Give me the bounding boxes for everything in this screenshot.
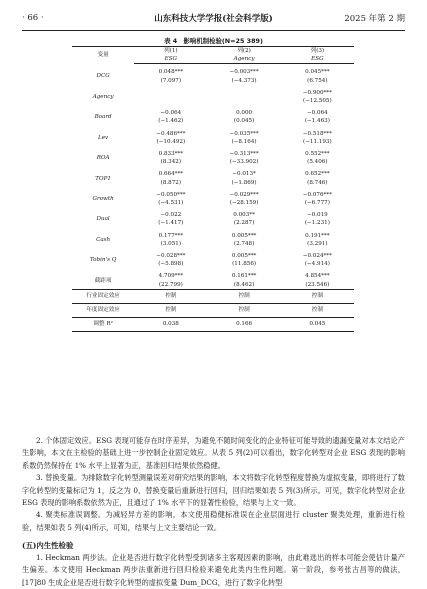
control-name: 行业固定效应 [72, 289, 134, 303]
tstat-cell: (7.097) [160, 77, 182, 84]
section-heading: (五)内生性检验 [22, 541, 74, 550]
table-row [72, 207, 354, 219]
tstat-cell: (23.546) [305, 281, 330, 288]
coef-cell: −0.518*** [302, 130, 332, 137]
tstat-cell: (8.342) [160, 159, 182, 166]
coef-cell: −0.003*** [229, 69, 259, 76]
col-num-1: 列(1) [134, 47, 207, 56]
row-variable-name: Tobin's Q [89, 257, 117, 264]
body-text-lower [22, 552, 405, 589]
control-name: 调整 R² [72, 317, 134, 331]
coef-cell [207, 85, 280, 97]
journal-title: 山东科技大学学报(社会科学版) [154, 14, 273, 24]
coef-cell: 0.005*** [231, 253, 257, 260]
tstat-cell: (−1.463) [304, 118, 330, 125]
tstat-cell: (−11.193) [303, 138, 332, 145]
coef-cell: −0.076*** [302, 191, 332, 198]
coef-cell: 0.045*** [305, 69, 330, 76]
table-row [72, 268, 354, 280]
coef-cell: 0.005*** [231, 232, 257, 239]
control-value: 0.045 [281, 317, 354, 331]
table-row [72, 126, 354, 138]
tstat-cell: (−5.898) [158, 261, 184, 268]
coef-cell: 0.177*** [158, 232, 184, 239]
tstat-cell: (−4.531) [158, 200, 184, 207]
body-text-upper [22, 435, 405, 534]
mechanism-table [72, 46, 354, 332]
table-row [72, 187, 354, 199]
tstat-cell: (5.406) [307, 159, 328, 166]
col-dep-1: ESG [134, 55, 207, 64]
coef-cell: −0.050*** [156, 191, 186, 198]
coef-cell: −0.022 [160, 212, 182, 219]
coef-cell: 0.161*** [231, 273, 257, 280]
coef-cell: 4.709*** [158, 273, 184, 280]
table-title: 表 4 影响机制检验(N=25 389) [164, 37, 263, 45]
control-row [72, 317, 354, 331]
coef-cell: −0.029*** [229, 191, 259, 198]
tstat-cell: (−33.902) [229, 159, 259, 166]
tstat-cell: (6.754) [307, 77, 328, 84]
paragraph: 1. Heckman 两步法。企业是否进行数字化转型受到诸多主客观因素的影响，由此难选出的样本可能会使估计量产生偏差。本文使用 Heckman 两步法重新进行回归检验来避免此类内生性问题。第一阶段，参考张古昌等的做法，[17]80 生成企业是否进行数字化转型的虚拟变量 Dum_DCG，进行了数字化转型 [22, 553, 405, 587]
tstat-cell: (8.462) [233, 281, 255, 288]
tstat-cell [207, 97, 280, 105]
table-row [72, 146, 354, 158]
coef-cell: −0.900*** [302, 89, 332, 96]
coef-cell: 0.000 [236, 110, 253, 117]
control-value: 0.166 [207, 317, 280, 331]
table-row [72, 85, 354, 97]
row-variable-name: 截距项 [94, 277, 112, 284]
control-value: 控制 [281, 289, 354, 303]
coef-cell: −0.313*** [229, 151, 259, 158]
tstat-cell: (−10.492) [156, 138, 186, 145]
table-row [72, 248, 354, 260]
row-variable-name: TOP1 [95, 175, 111, 182]
col-num-3: 列(3) [281, 47, 354, 56]
coef-cell: −0.013* [232, 171, 256, 178]
coef-cell: −0.019 [307, 212, 328, 219]
tstat-cell [134, 97, 207, 105]
table-row [72, 64, 354, 77]
coef-cell: 0.048*** [158, 69, 184, 76]
control-value: 0.038 [134, 317, 207, 331]
row-variable-name: Agency [92, 93, 114, 100]
row-variable-name: Growth [92, 195, 114, 202]
coef-cell: 0.664*** [158, 171, 184, 178]
col-dep-3: ESG [281, 55, 354, 64]
tstat-cell: (−1.462) [158, 118, 184, 125]
row-variable-name: Cash [96, 236, 111, 243]
tstat-cell: (2.748) [233, 240, 255, 247]
tstat-cell: (−1.231) [304, 220, 330, 227]
var-header: 变量 [72, 47, 134, 64]
coef-cell: 0.003** [233, 212, 255, 219]
control-row [72, 303, 354, 317]
tstat-cell: (22.799) [158, 281, 183, 288]
table-row [72, 105, 354, 117]
page-header [22, 10, 405, 31]
tstat-cell: (3.051) [160, 240, 182, 247]
control-row [72, 289, 354, 303]
paragraph: 2. 个体固定效应。ESG 表现可能存在时序差异，为避免不随时间变化的企业特征可能导致的遗漏变量对本文结论产生影响，本文在主检验的基础上进一步控制企业固定效应。从表 5 列(2)可以看出，数字化转型对企业 ESG 表现的影响系数仍然保持在 1% 水平上显著为正，基准回归结果依然稳健。 [22, 436, 405, 470]
table-body [72, 64, 354, 331]
table-row [72, 166, 354, 178]
control-value: 控制 [281, 303, 354, 317]
control-value: 控制 [134, 289, 207, 303]
tstat-cell: (−12.505) [303, 98, 332, 105]
coef-cell: 0.652*** [305, 171, 330, 178]
coef-cell: 0.833*** [158, 151, 184, 158]
issue-label: 2025 年第 2 期 [344, 14, 405, 24]
coef-cell: 0.191*** [305, 232, 330, 239]
paragraph: 4. 聚类标准误调整。为减轻异方差的影响，本文使用稳健标准误在企业层面进行 cluster 聚类处理，重新进行检验，结果如表 5 列(4)所示，可知，结果与上文主要结论一致。 [22, 510, 405, 532]
tstat-cell: (11.856) [232, 261, 257, 268]
tstat-cell: (2.287) [233, 220, 255, 227]
coef-cell: −0.064 [307, 110, 328, 117]
tstat-cell: (−1.869) [231, 179, 257, 186]
col-dep-2: Agency [207, 55, 280, 64]
coef-cell: −0.486*** [156, 130, 186, 137]
row-variable-name: Board [94, 114, 112, 121]
coef-cell: −0.024*** [302, 253, 332, 260]
col-num-2: 列(2) [207, 47, 280, 56]
control-value: 控制 [134, 303, 207, 317]
control-name: 年度固定效应 [72, 303, 134, 317]
row-variable-name: ROA [96, 155, 110, 162]
coef-cell: −0.064 [160, 110, 182, 117]
paragraph: 3. 替换变量。为排除数字化转型测量误差对研究结果的影响，本文将数字化转型程度替换为虚拟变量，即将进行了数字化转型的变量标记为 1，反之为 0，替换变量后重新进行回归，回归结果如表 5 列(3)所示。可见，数字化转型对企业 ESG 表现的影响系数依然为正，且通过了 1% 水平下的显著性检验，结果与上文一致。 [22, 473, 405, 508]
row-variable-name: Lev [98, 134, 109, 141]
tstat-cell: (−28.159) [229, 200, 259, 207]
tstat-cell: (8.746) [307, 179, 328, 186]
control-value: 控制 [207, 289, 280, 303]
coef-cell [134, 85, 207, 97]
tstat-cell: (−6.777) [304, 200, 330, 207]
coef-cell: 0.552*** [305, 151, 330, 158]
row-variable-name: Dual [96, 216, 110, 223]
coef-cell: 4.854*** [305, 273, 330, 280]
tstat-cell: (0.045) [233, 118, 255, 125]
tstat-cell: (3.291) [307, 240, 328, 247]
coef-cell: −0.028*** [156, 253, 186, 260]
tstat-cell: (−4.914) [304, 261, 330, 268]
table-row [72, 228, 354, 240]
tstat-cell: (−8.164) [231, 138, 257, 145]
tstat-cell: (−1.417) [158, 220, 184, 227]
tstat-cell: (8.872) [160, 179, 182, 186]
page-number: · 66 · [22, 13, 44, 23]
coef-cell: −0.035*** [229, 130, 259, 137]
row-variable-name: DCG [96, 73, 110, 80]
tstat-cell: (−4.373) [231, 77, 257, 84]
control-value: 控制 [207, 303, 280, 317]
